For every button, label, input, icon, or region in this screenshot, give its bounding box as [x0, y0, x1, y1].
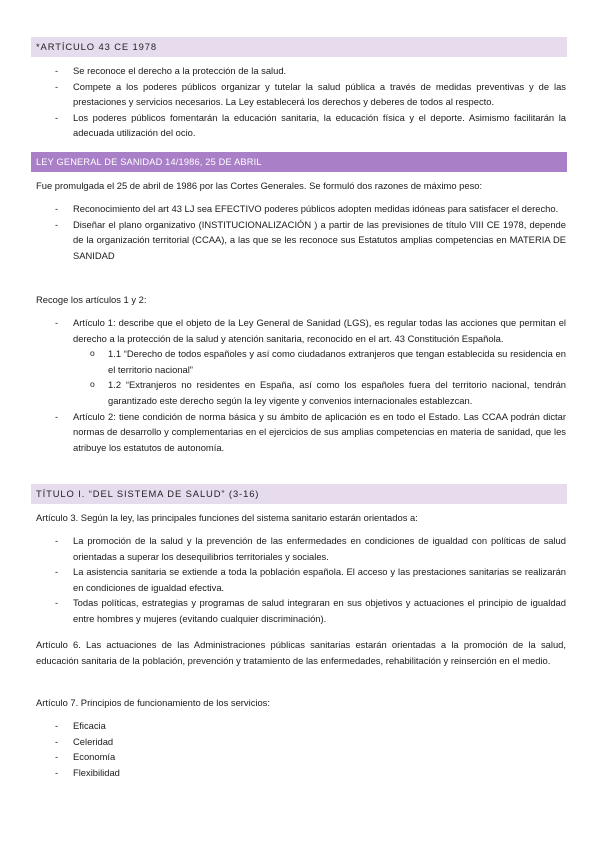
razones-list: [36, 201, 566, 263]
list-item: - La promoción de la salud y la prevención de las enfermedades en condiciones de igualdad con políticas de salud orientadas a superar los desequilibrios territoriales y sociales.: [36, 533, 566, 564]
list-item: - Compete a los poderes públicos organizar y tutelar la salud pública a través de medidas preventivas y de las prestaciones y servicios necesarios. La Ley establecerá los derechos y deberes de todos al respecto.: [36, 79, 566, 110]
list-item: - Todas políticas, estrategias y programas de salud integraran en sus objetivos y actuaciones el principio de igualdad entre hombres y mujeres (evitando cualquier discriminación).: [36, 595, 566, 626]
list-item: - Los poderes públicos fomentarán la educación sanitaria, la educación física y el deporte. Asimismo facilitarán la adecuada utilización del ocio.: [36, 110, 566, 141]
list-item: - Artículo 2: tiene condición de norma básica y su ámbito de aplicación es en todo el Estado. Las CCAA podrán dictar normas de desarrollo y complementarias en el ejercicios de sus amplias competencias en materia de sanidad, que les atribuye los estatutos de autonomía.: [36, 409, 566, 456]
section-header-articulo-43: *ARTÍCULO 43 CE 1978: [31, 37, 567, 57]
articulos-list: [36, 315, 566, 455]
paragraph-articulo-3: Artículo 3. Según la ley, las principales funciones del sistema sanitario estarán orientados a:: [36, 512, 418, 523]
list-item: - Eficacia: [36, 718, 566, 734]
articulo-3-list: [36, 533, 566, 627]
sub-list-item: o 1.2 “Extranjeros no residentes en España, así como los españoles fuera del territorio nacional, tendrán garantizado este derecho según la ley vigente y convenios internacionales establezcan.: [36, 377, 566, 408]
list-item: - Flexibilidad: [36, 765, 566, 781]
paragraph-articulo-6: Artículo 6. Las actuaciones de las Administraciones públicas sanitarias estarán orientadas a la promoción de la salud, educación sanitaria de la población, prevención y tratamiento de las enfermedades, rehabilitación y reinserción en el medio.: [36, 639, 566, 666]
list-item: - Celeridad: [36, 734, 566, 750]
paragraph-recoge: Recoge los artículos 1 y 2:: [36, 294, 147, 305]
section-header-ley-general-sanidad: LEY GENERAL DE SANIDAD 14/1986, 25 DE ABRIL: [31, 152, 567, 172]
paragraph-promulgacion: Fue promulgada el 25 de abril de 1986 por las Cortes Generales. Se formuló dos razones de máximo peso:: [36, 180, 483, 191]
principios-list: [36, 718, 566, 780]
sub-list-item: o 1.1 “Derecho de todos españoles y así como ciudadanos extranjeros que tengan establecida su residencia en el territorio nacional”: [36, 346, 566, 377]
paragraph-articulo-7: Artículo 7. Principios de funcionamiento de los servicios:: [36, 697, 270, 708]
list-item: - Diseñar el plano organizativo (INSTITUCIONALIZACIÓN ) a partir de las previsiones de título VIII CE 1978, depende de la organización territorial (CCAA), a las que se les reconoce sus Estatutos amplias competencias en MATERIA DE SANIDAD: [36, 217, 566, 264]
list-item: - Reconocimiento del art 43 LJ sea EFECTIVO poderes públicos adopten medidas idóneas para satisfacer el derecho.: [36, 201, 566, 217]
articulo-43-list: [36, 63, 566, 141]
section-header-titulo-i: TÍTULO I. “DEL SISTEMA DE SALUD” (3-16): [31, 484, 567, 504]
list-item: - Se reconoce el derecho a la protección de la salud.: [36, 63, 566, 79]
list-item: [36, 315, 566, 346]
list-item: - La asistencia sanitaria se extiende a toda la población española. El acceso y las prestaciones sanitarias se realizarán en condiciones de igualdad efectiva.: [36, 564, 566, 595]
list-item: - Economía: [36, 749, 566, 765]
articulo-1-text: - Artículo 1: describe que el objeto de la Ley General de Sanidad (LGS), es regular todas las acciones que permitan el derecho a la protección de la salud y atención sanitaria, reconocido en el art. 43 Constitución Española.: [73, 317, 566, 344]
